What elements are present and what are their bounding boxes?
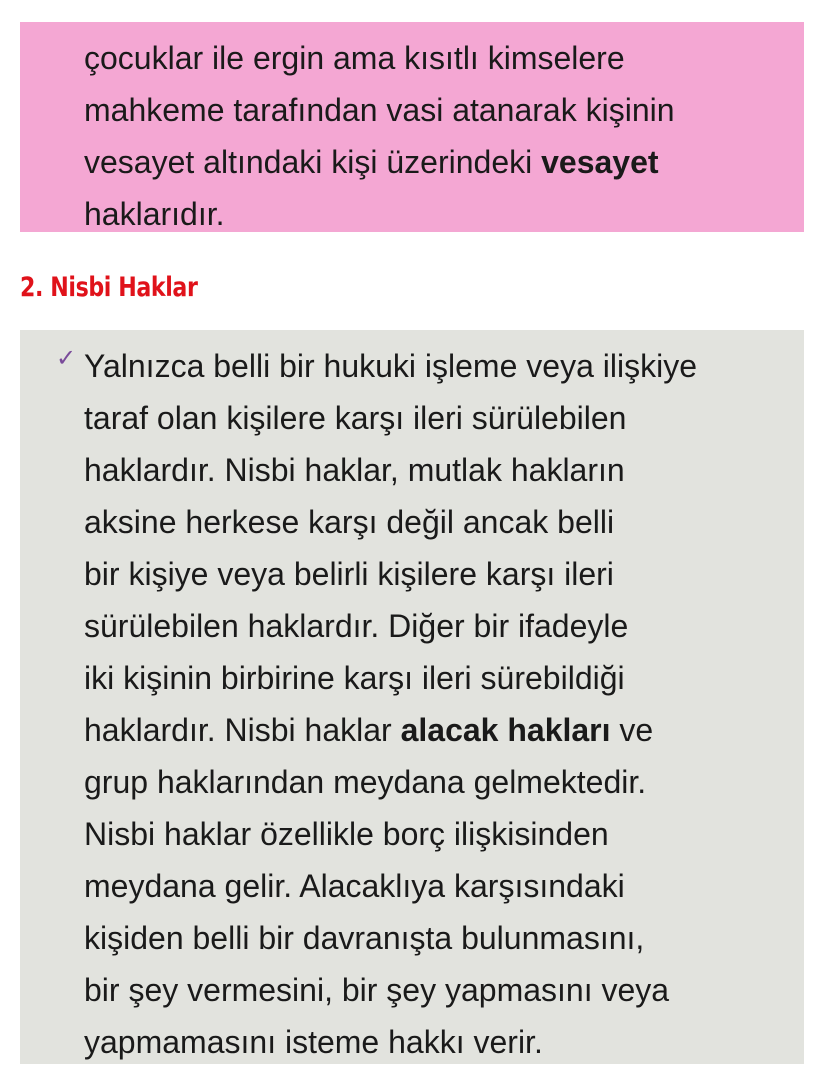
text-line: bir kişiye veya belirli kişilere karşı ileri xyxy=(84,556,614,592)
text-line: sürülebilen haklardır. Diğer bir ifadeyle xyxy=(84,608,629,644)
text-line: Yalnızca belli bir hukuki işleme veya ilişkiye xyxy=(84,348,697,384)
text-line: mahkeme tarafından vasi atanarak kişinin xyxy=(84,92,675,128)
text-line: aksine herkese karşı değil ancak belli xyxy=(84,504,615,540)
check-icon: ✓ xyxy=(56,344,77,372)
nisbi-haklar-box xyxy=(20,330,804,1064)
text-line: taraf olan kişilere karşı ileri sürülebilen xyxy=(84,400,627,436)
text-line: haklarıdır. xyxy=(84,196,225,232)
text-line: Nisbi haklar özellikle borç ilişkisinden xyxy=(84,816,609,852)
text-line: yapmamasını isteme hakkı verir. xyxy=(84,1024,543,1060)
definition-text xyxy=(84,32,796,240)
text-line: iki kişinin birbirine karşı ileri sürebildiği xyxy=(84,660,625,696)
text-line: kişiden belli bir davranışta bulunmasını, xyxy=(84,920,645,956)
bold-term-alacak-haklari: alacak hakları xyxy=(400,712,611,748)
text-line: çocuklar ile ergin ama kısıtlı kimselere xyxy=(84,40,625,76)
definition-box xyxy=(20,22,804,232)
text-line: haklardır. Nisbi haklar, mutlak hakların xyxy=(84,452,625,488)
text-line: grup haklarından meydana gelmektedir. xyxy=(84,764,647,800)
bold-term-vesayet: vesayet xyxy=(541,144,659,180)
nisbi-haklar-text xyxy=(84,340,796,1068)
text-line xyxy=(84,704,796,756)
text-segment: haklardır. Nisbi haklar xyxy=(84,712,401,748)
text-segment: ve xyxy=(610,712,654,748)
text-line xyxy=(84,136,796,188)
text-segment: vesayet altındaki kişi üzerindeki xyxy=(84,144,542,180)
text-line: meydana gelir. Alacaklıya karşısındaki xyxy=(84,868,625,904)
text-line: bir şey vermesini, bir şey yapmasını veya xyxy=(84,972,670,1008)
section-heading: 2. Nisbi Haklar xyxy=(20,272,198,303)
